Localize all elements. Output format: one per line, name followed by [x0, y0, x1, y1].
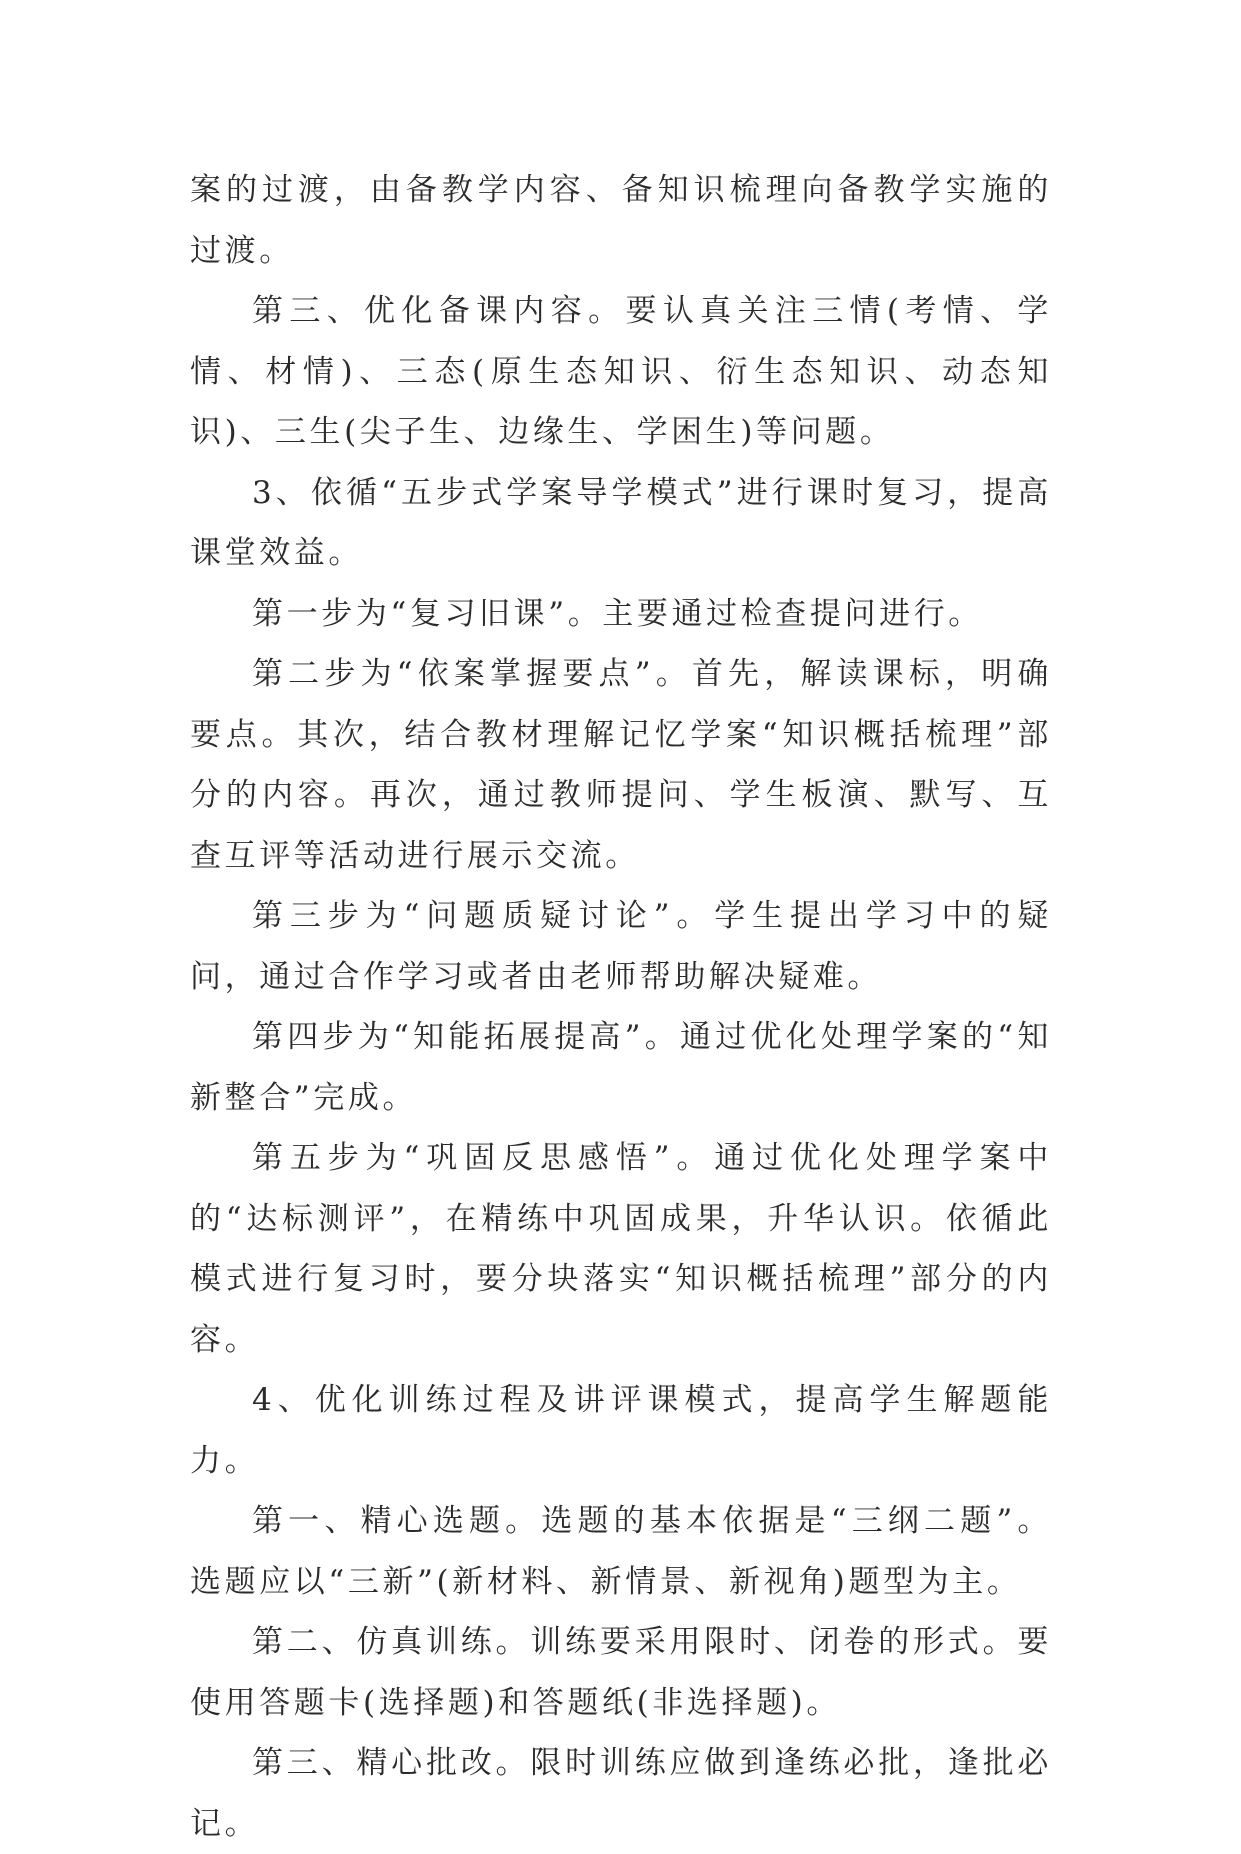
paragraph: 第二步为“依案掌握要点”。首先，解读课标，明确要点。其次，结合教材理解记忆学案“知识概括梳理”部分的内容。再次，通过教师提问、学生板演、默写、互查互评等活动进行展示交流。	[190, 656, 1052, 874]
paragraph: 3、依循“五步式学案导学模式”进行课时复习，提高课堂效益。	[190, 474, 1052, 571]
paragraph: 第五步为“巩固反思感悟”。通过优化处理学案中的“达标测评”，在精练中巩固成果，升华认识。依循此模式进行复习时，要分块落实“知识概括梳理”部分的内容。	[190, 1140, 1052, 1358]
paragraph: 第一步为“复习旧课”。主要通过检查提问进行。	[252, 595, 983, 632]
paragraph: 第一、精心选题。选题的基本依据是“三纲二题”。选题应以“三新”(新材料、新情景、新视角)题型为主。	[190, 1503, 1052, 1600]
document-body	[190, 160, 1052, 1854]
paragraph: 第四步为“知能拓展提高”。通过优化处理学案的“知新整合”完成。	[190, 1019, 1052, 1116]
paragraph: 第二、仿真训练。训练要采用限时、闭卷的形式。要使用答题卡(选择题)和答题纸(非选择题)。	[190, 1624, 1052, 1721]
paragraph: 第三、精心批改。限时训练应做到逢练必批，逢批必记。	[190, 1745, 1052, 1842]
paragraph: 4、优化训练过程及讲评课模式，提高学生解题能力。	[190, 1382, 1052, 1479]
paragraph: 案的过渡，由备教学内容、备知识梳理向备教学实施的过渡。	[190, 172, 1052, 269]
paragraph: 第三步为“问题质疑讨论”。学生提出学习中的疑问，通过合作学习或者由老师帮助解决疑难。	[190, 898, 1052, 995]
paragraph: 第三、优化备课内容。要认真关注三情(考情、学情、材情)、三态(原生态知识、衍生态知识、动态知识)、三生(尖子生、边缘生、学困生)等问题。	[190, 293, 1052, 450]
